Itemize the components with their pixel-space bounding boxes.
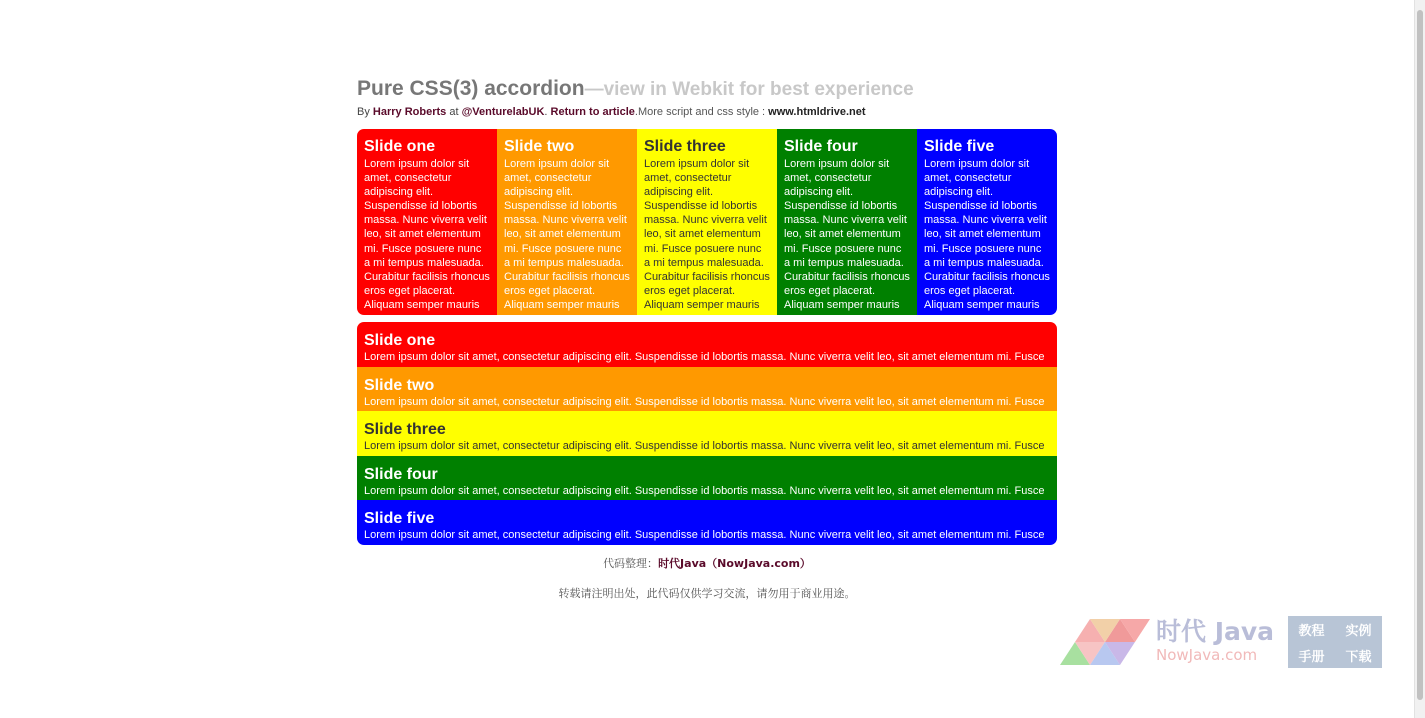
slide-text: Lorem ipsum dolor sit amet, consectetur adipiscing elit. Suspendisse id lobortis massa. Nunc viverra velit leo, sit amet elementum mi. Fusce (364, 529, 1045, 542)
slide-text: Lorem ipsum dolor sit amet, consectetur adipiscing elit. Suspendisse id lobortis massa. Nunc viverra velit leo, sit amet elementum mi. Fusce (364, 484, 1045, 497)
byline-at: at (446, 106, 462, 118)
slide-text: Lorem ipsum dolor sit amet, consectetur adipiscing elit. Suspendisse id lobortis massa. Nunc viverra velit leo, sit amet elementum mi. Fusce (364, 351, 1045, 363)
content-wrapper (357, 76, 1057, 545)
nowjava-watermark[interactable] (1060, 616, 1385, 668)
vertical-slide-four[interactable] (357, 456, 1057, 501)
vertical-scrollbar[interactable] (1414, 0, 1425, 718)
triangle-logo-icon (1060, 619, 1150, 665)
horizontal-slide-two[interactable] (497, 129, 637, 315)
slide-title: Slide four (784, 138, 858, 155)
slide-title: Slide one (364, 332, 436, 349)
watermark-domain: NowJava.com (1156, 646, 1258, 664)
title-subtitle: —view in Webkit for best experience (584, 79, 914, 100)
htmldrive-link[interactable]: www.htmldrive.net (768, 106, 866, 118)
slide-title: Slide two (504, 138, 575, 155)
download-link[interactable]: 下载 (1345, 649, 1372, 665)
slide-title: Slide two (364, 376, 435, 394)
watermark-links (1288, 616, 1382, 668)
slide-title: Slide three (644, 138, 726, 155)
vertical-slide-two[interactable] (357, 367, 1057, 412)
slide-title: Slide four (364, 465, 438, 483)
page-title (357, 76, 1057, 103)
twitter-handle-link[interactable]: @VenturelabUK (461, 106, 545, 118)
byline-more: .More script and css style : (634, 106, 769, 118)
horizontal-slide-five[interactable] (917, 129, 1057, 315)
vertical-slide-three[interactable] (357, 411, 1057, 456)
vertical-slide-five[interactable] (357, 500, 1057, 545)
byline-sep: . (544, 106, 551, 118)
slide-title: Slide one (364, 138, 436, 155)
slide-text: Lorem ipsum dolor sit amet, consectetur adipiscing elit. Suspendisse id lobortis massa. Nunc viverra velit leo, sit amet elementum mi. Fusce posuere nunc a mi tempus malesuada. Curabitur facilisis rhoncus eros eget placerat. Aliquam semper mauris (924, 158, 1050, 311)
scrollbar-thumb[interactable] (1417, 10, 1423, 700)
slide-text: Lorem ipsum dolor sit amet, consectetur adipiscing elit. Suspendisse id lobortis massa. Nunc viverra velit leo, sit amet elementum mi. Fusce (364, 395, 1045, 408)
copyright-notice: 转载请注明出处，此代码仅供学习交流，请勿用于商业用途。 (558, 587, 856, 600)
nowjava-link[interactable]: 时代Java（NowJava.com） (658, 557, 811, 570)
slide-text: Lorem ipsum dolor sit amet, consectetur adipiscing elit. Suspendisse id lobortis massa. Nunc viverra velit leo, sit amet elementum mi. Fusce posuere nunc a mi tempus malesuada. Curabitur facilisis rhoncus eros eget placerat. Aliquam semper mauris (644, 158, 770, 311)
byline-by: By (357, 106, 373, 118)
slide-text: Lorem ipsum dolor sit amet, consectetur adipiscing elit. Suspendisse id lobortis massa. Nunc viverra velit leo, sit amet elementum mi. Fusce posuere nunc a mi tempus malesuada. Curabitur facilisis rhoncus eros eget placerat. Aliquam semper mauris (784, 158, 910, 311)
watermark-name: 时代 Java (1156, 617, 1275, 646)
horizontal-slide-three[interactable] (637, 129, 777, 315)
credit-label: 代码整理： (603, 557, 659, 570)
return-to-article-link[interactable]: Return to article (550, 106, 635, 118)
horizontal-slide-four[interactable] (777, 129, 917, 315)
horizontal-accordion (357, 129, 1057, 315)
byline (357, 105, 1057, 119)
slide-text: Lorem ipsum dolor sit amet, consectetur adipiscing elit. Suspendisse id lobortis massa. Nunc viverra velit leo, sit amet elementum mi. Fusce posuere nunc a mi tempus malesuada. Curabitur facilisis rhoncus eros eget placerat. Aliquam semper mauris (364, 158, 490, 311)
slide-text: Lorem ipsum dolor sit amet, consectetur adipiscing elit. Suspendisse id lobortis massa. Nunc viverra velit leo, sit amet elementum mi. Fusce posuere nunc a mi tempus malesuada. Curabitur facilisis rhoncus eros eget placerat. Aliquam semper mauris (504, 158, 630, 311)
title-main: Pure CSS(3) accordion (357, 77, 585, 100)
code-credit (357, 557, 1057, 571)
tutorial-link[interactable]: 教程 (1298, 623, 1325, 639)
slide-title: Slide three (364, 421, 446, 439)
manual-link[interactable]: 手册 (1298, 649, 1325, 665)
slide-text: Lorem ipsum dolor sit amet, consectetur adipiscing elit. Suspendisse id lobortis massa. Nunc viverra velit leo, sit amet elementum mi. Fusce (364, 440, 1045, 453)
vertical-accordion (357, 322, 1057, 545)
horizontal-slide-one[interactable] (357, 129, 497, 315)
slide-title: Slide five (924, 138, 995, 155)
vertical-slide-one[interactable] (357, 322, 1057, 367)
slide-title: Slide five (364, 510, 435, 528)
author-link[interactable]: Harry Roberts (372, 106, 447, 118)
example-link[interactable]: 实例 (1345, 623, 1372, 639)
